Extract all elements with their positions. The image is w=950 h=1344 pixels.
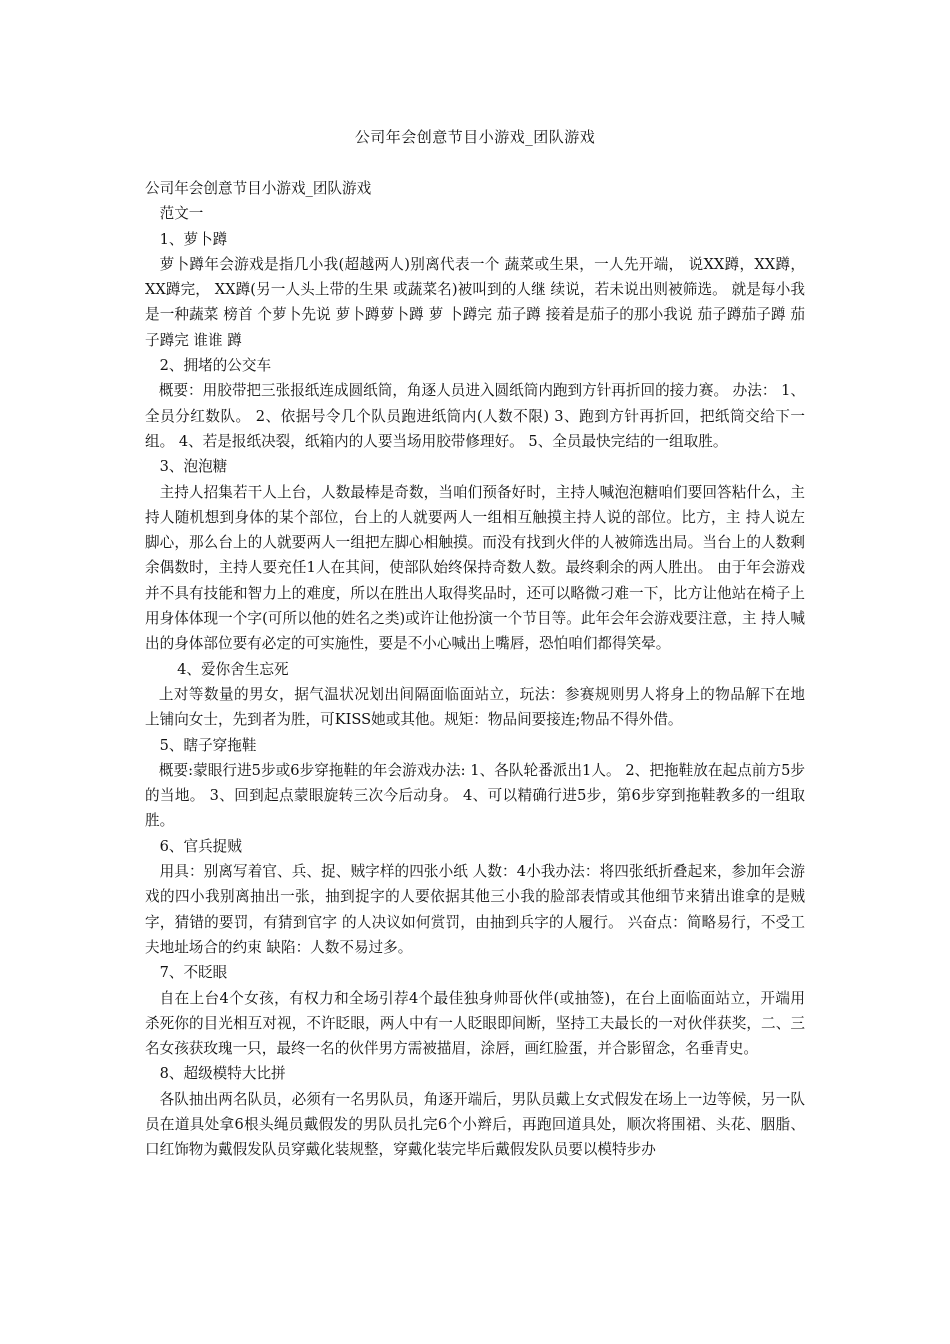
item-heading-7: 7、不眨眼	[159, 964, 228, 982]
item-body-2: 概要：用胶带把三张报纸连成圆纸筒，角逐人员进入圆纸筒内跑到方针再折回的接力赛。 办法： 1、全员分红数队。 2、依据号令几个队员跑进纸筒内(人数不限) 3、跑到方针再折回，把纸筒交给下一组。 4、若是报纸决裂，纸箱内的人要当场用胶带修理好。 5、全员最快完结的一组取胜。	[145, 382, 805, 450]
item-heading-3: 3、泡泡糖	[159, 458, 228, 476]
item-heading-8: 8、超级模特大比拼	[159, 1065, 286, 1083]
item-heading-5: 5、瞎子穿拖鞋	[159, 736, 257, 754]
item-body-6: 用具：别离写着官、兵、捉、贼字样的四张小纸 人数：4小我办法：将四张纸折叠起来，参加年会游戏的四小我别离抽出一张，抽到捉字的人要依据其他三小我的脸部表情或其他细节来猜出谁拿的是贼字，猜错的要罚，有猜到官字 的人决议如何赏罚，由抽到兵字的人履行。 兴奋点：简略易行，不受工夫地址场合的约束 缺陷：人数不易过多。	[145, 863, 805, 956]
item-heading-4: 4、爱你舍生忘死	[177, 660, 289, 678]
document-title: 公司年会创意节目小游戏_团队游戏	[354, 128, 596, 146]
item-body-8: 各队抽出两名队员，必须有一名男队员，角逐开端后，男队员戴上女式假发在场上一边等候，另一队员在道具处拿6根头绳员戴假发的男队员扎完6个小辫后，再跑回道具处，顺次将围裙、头花、胭脂、口红饰物为戴假发队员穿戴化装规整，穿戴化装完毕后戴假发队员要以模特步办	[145, 1090, 805, 1159]
item-body-4: 上对等数量的男女，据气温状况划出间隔面临面站立，玩法：参赛规则男人将身上的物品解下在地 上铺向女士，先到者为胜，可KISS她或其他。规矩：物品间要接连;物品不得外借。	[145, 685, 805, 729]
item-body-7: 自在上台4个女孩，有权力和全场引荐4个最佳独身帅哥伙伴(或抽签)，在台上面临面站立，开端用 杀死你的目光相互对视，不许眨眼，两人中有一人眨眼即间断，坚持工夫最长的一对伙伴获奖，二、三名女孩获玫瑰一只，最终一名的伙伴男方需被描眉，涂唇，画红脸蛋，并合影留念，名垂青史。	[145, 989, 805, 1058]
document-body	[145, 176, 805, 1163]
document-subtitle: 公司年会创意节目小游戏_团队游戏	[145, 180, 372, 197]
item-heading-2: 2、拥堵的公交车	[159, 357, 272, 375]
item-heading-1: 1、萝卜蹲	[159, 230, 228, 248]
item-body-5: 概要:蒙眼行进5步或6步穿拖鞋的年会游戏办法: 1、各队轮番派出1人。 2、把拖鞋放在起点前方5步的当地。 3、回到起点蒙眼旋转三次今后动身。 4、可以精确行进5步，第6步穿到拖鞋教多的一组取胜。	[145, 761, 805, 830]
section-label: 范文一	[159, 205, 204, 223]
item-heading-6: 6、官兵捉贼	[159, 837, 242, 855]
item-body-1: 萝卜蹲年会游戏是指几小我(超越两人)别离代表一个 蔬菜或生果，一人先开端， 说XX蹲，XX蹲，XX蹲完， XX蹲(另一人头上带的生果 或蔬菜名)被叫到的人继 续说，若未说出则被筛选。 就是每小我是一种蔬菜 榜首 个萝卜先说 萝卜蹲萝卜蹲 萝 卜蹲完 茄子蹲 接着是茄子的那小我说 茄子蹲茄子蹲 茄 子蹲完 谁谁 蹲	[145, 255, 805, 349]
item-body-3: 主持人招集若干人上台，人数最棒是奇数，当咱们预备好时，主持人喊泡泡糖咱们要回答粘什么，主持人随机想到身体的某个部位，台上的人就要两人一组相互触摸主持人说的部位。比方，主 持人说左脚心，那么台上的人就要两人一组把左脚心相触摸。而没有找到火伴的人被筛选出局。当台上的人数剩余偶数时，主持人要充任1人在其间，使部队始终保持奇数人数。最终剩余的两人胜出。 由于年会游戏并不具有技能和智力上的难度，所以在胜出人取得奖品时，还可以略微刁难一下，比方让他站在椅子上用身体体现一个字(可所以他的姓名之类)或许让他扮演一个节目等。此年会年会游戏要注意，主 持人喊出的身体部位要有必定的可实施性，要是不小心喊出上嘴唇，恐怕咱们都得笑晕。	[145, 483, 805, 653]
